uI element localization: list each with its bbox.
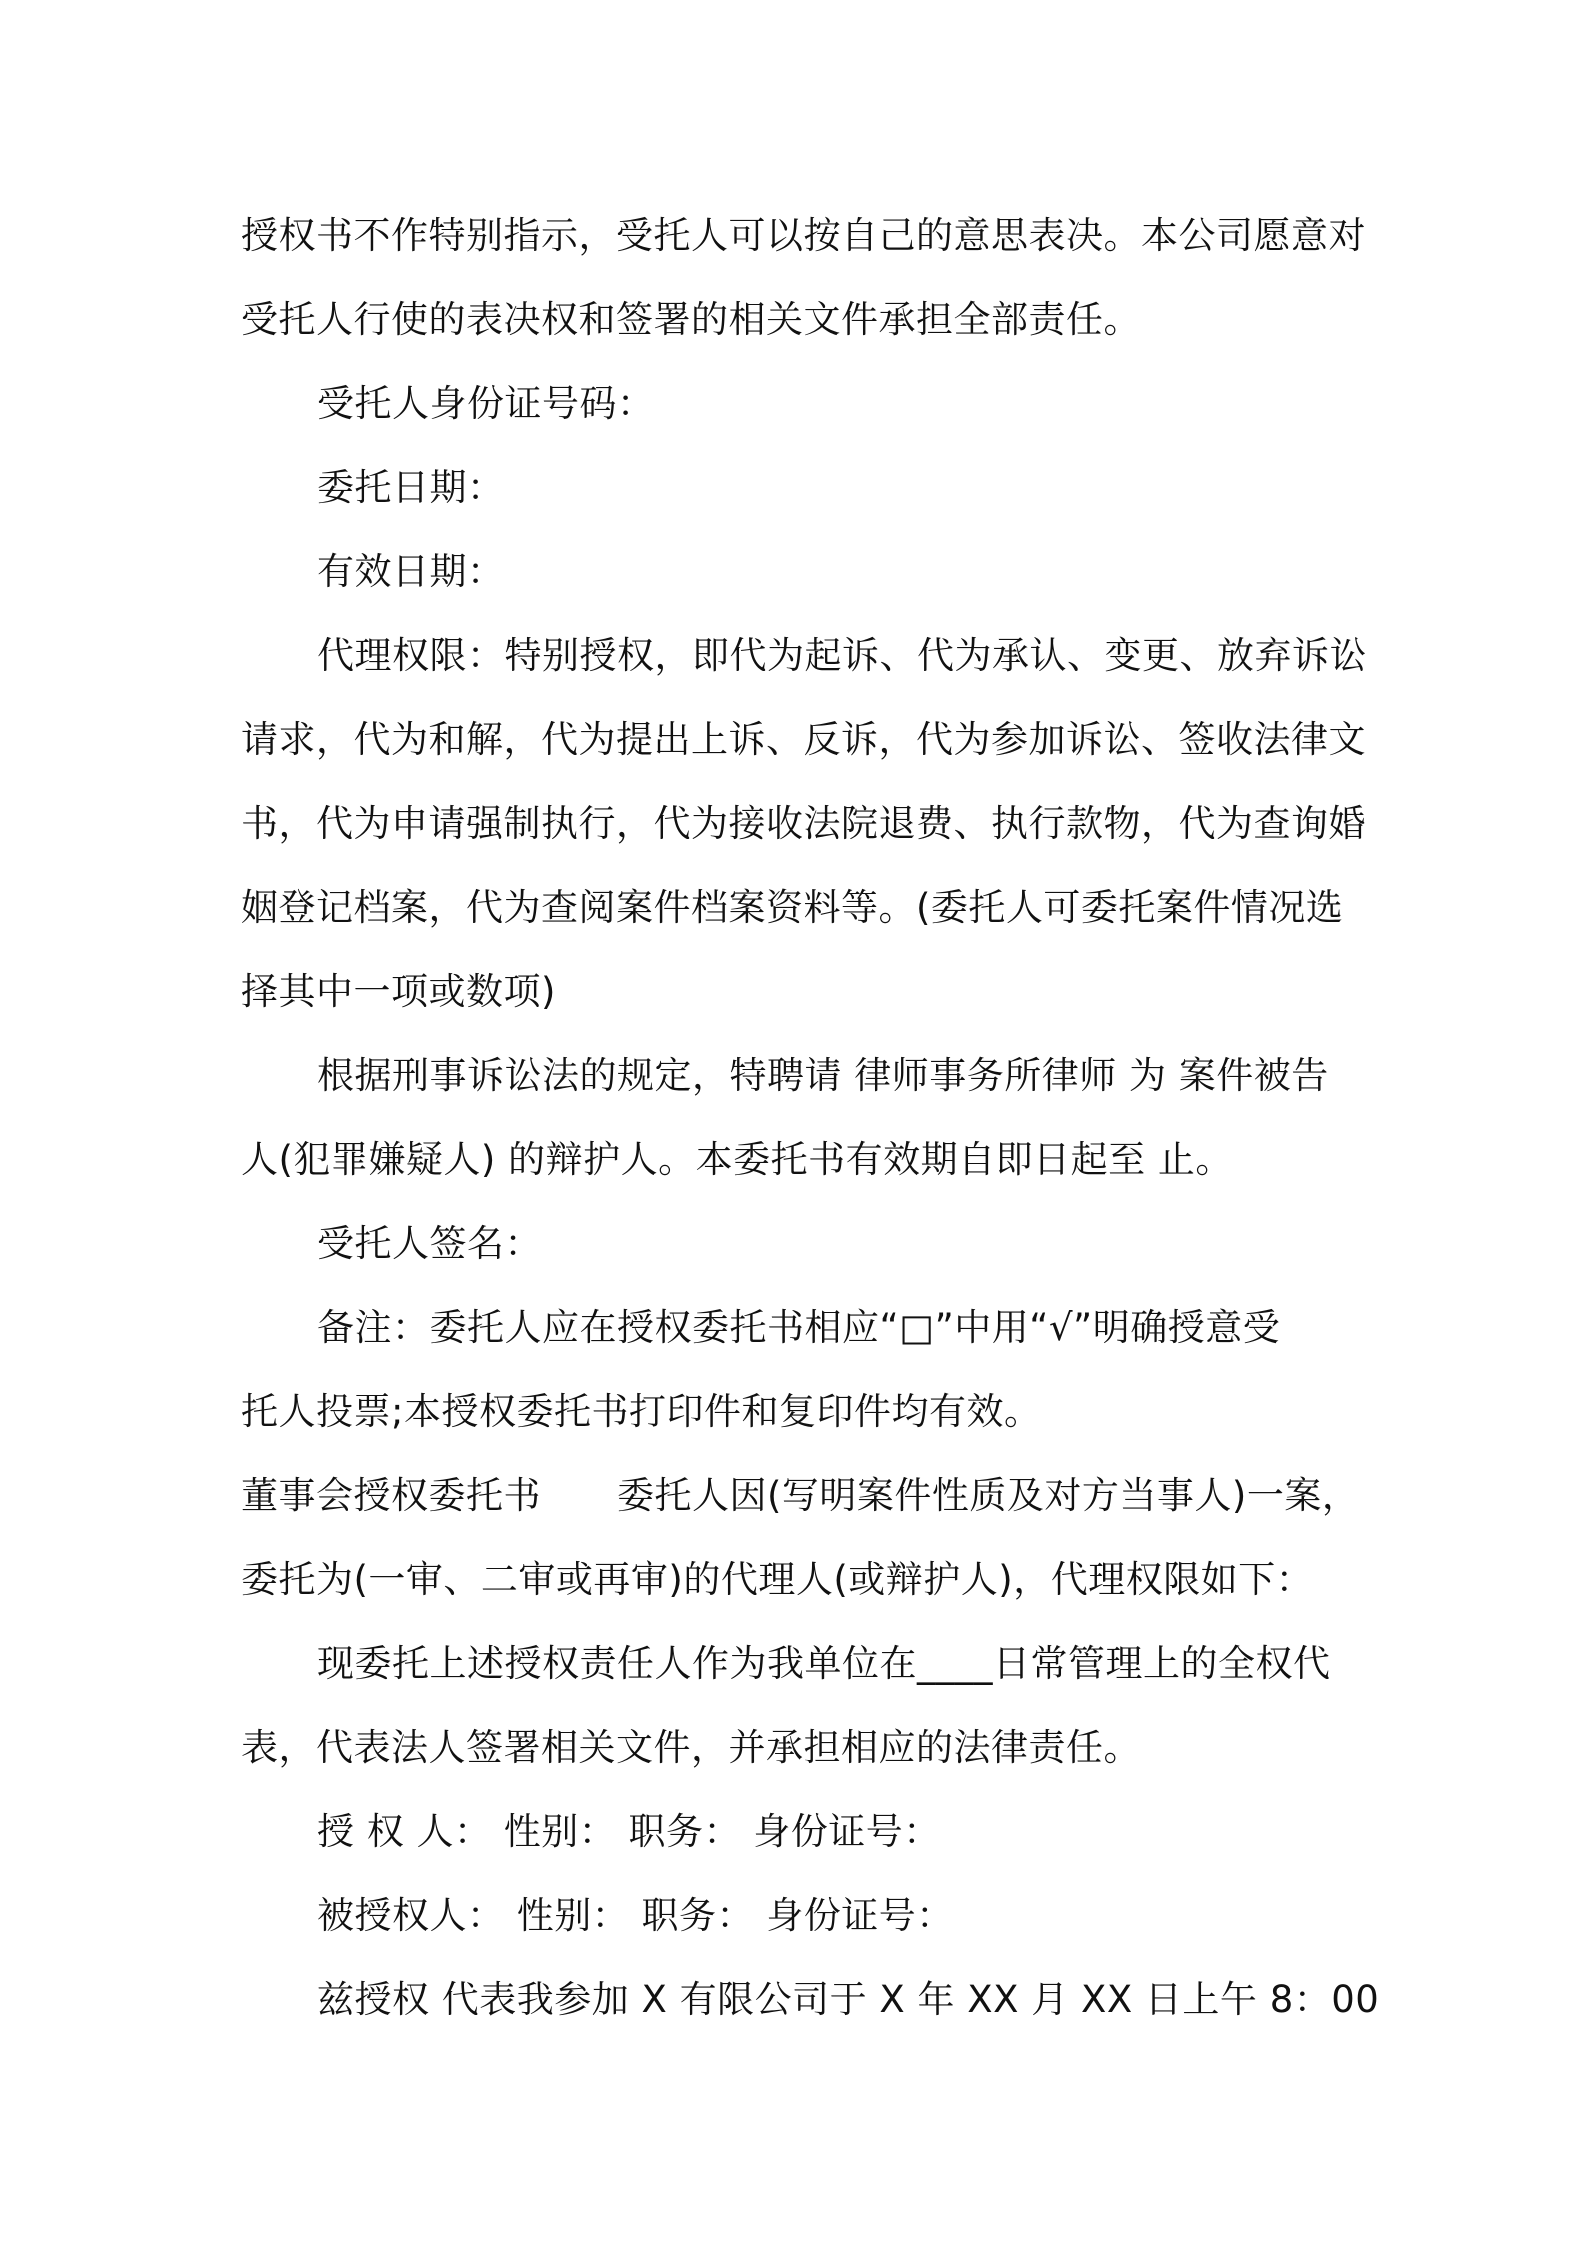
paragraph-block-1 — [241, 194, 1367, 1454]
document-body — [241, 194, 1380, 2042]
text-line: 择其中一项或数项) — [241, 970, 556, 1013]
text-line: 被授权人： 性别： 职务： 身份证号： — [317, 1894, 954, 1937]
text-line: 委托为(一审、二审或再审)的代理人(或辩护人)，代理权限如下： — [241, 1558, 1314, 1601]
text-line: 有效日期： — [317, 550, 505, 593]
split-line-text: 委托人因(写明案件性质及对方当事人)一案， — [617, 1474, 1360, 1517]
text-line: 代理权限：特别授权，即代为起诉、代为承认、变更、放弃诉讼 — [317, 634, 1367, 677]
text-line: 托人投票;本授权委托书打印件和复印件均有效。 — [241, 1390, 1042, 1433]
text-line: 授 权 人： 性别： 职务： 身份证号： — [317, 1810, 941, 1853]
split-line — [241, 1454, 1361, 1538]
text-line: 请求，代为和解，代为提出上诉、反诉，代为参加诉讼、签收法律文 — [241, 718, 1366, 761]
text-line: 备注：委托人应在授权委托书相应“□”中用“√”明确授意受 — [317, 1306, 1281, 1349]
text-line: 受托人行使的表决权和签署的相关文件承担全部责任。 — [241, 298, 1141, 341]
text-line: 书，代为申请强制执行，代为接收法院退费、执行款物，代为查询婚 — [241, 802, 1366, 845]
text-line: 受托人签名： — [317, 1222, 542, 1265]
text-line: 表，代表法人签署相关文件，并承担相应的法律责任。 — [241, 1726, 1141, 1769]
split-line-title: 董事会授权委托书 — [241, 1474, 541, 1517]
paragraph-block-2 — [241, 1538, 1380, 2042]
text-line: 兹授权 代表我参加 X 有限公司于 X 年 XX 月 XX 日上午 8：00 — [317, 1978, 1380, 2021]
text-line: 姻登记档案，代为查阅案件档案资料等。(委托人可委托案件情况选 — [241, 886, 1344, 929]
text-line: 现委托上述授权责任人作为我单位在____日常管理上的全权代 — [317, 1642, 1331, 1685]
text-line: 授权书不作特别指示，受托人可以按自己的意思表决。本公司愿意对 — [241, 214, 1366, 257]
text-line: 人(犯罪嫌疑人) 的辩护人。本委托书有效期自即日起至 止。 — [241, 1138, 1233, 1181]
text-line: 委托日期： — [317, 466, 505, 509]
text-line: 根据刑事诉讼法的规定，特聘请 律师事务所律师 为 案件被告 — [317, 1054, 1329, 1097]
text-line: 受托人身份证号码： — [317, 382, 655, 425]
